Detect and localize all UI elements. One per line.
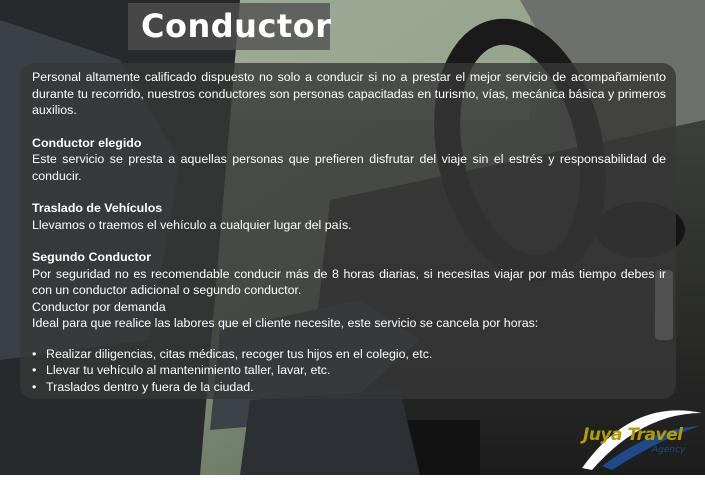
intro-paragraph: Personal altamente calificado dispuesto no solo a conducir si no a prestar el mejor servicio de acompañamiento durante tu recorrido, nuestros conductores son personas capacitadas en turismo, vías, mecánica básica y primeros auxilios. (32, 70, 666, 117)
logo-brand-text: Juya Travel (583, 425, 683, 445)
page-title: Conductor (141, 7, 332, 45)
content-text (32, 69, 666, 395)
service-bullet-list (32, 346, 666, 396)
section-body-conductor-elegido: Este servicio se presta a aquellas personas que prefieren disfrutar del viaje sin el estrés y responsabilidad de conducir. (32, 152, 666, 183)
bullet-item: • Llevar tu vehículo al mantenimiento taller, lavar, etc. (32, 362, 666, 379)
logo-tagline: Agency (652, 445, 686, 455)
section-heading-traslado-vehiculos: Traslado de Vehículos (32, 201, 163, 215)
section-body-segundo-conductor: Por seguridad no es recomendable conducir más de 8 horas diarias, si necesitas viajar por más tiempo debes ir con un conductor adicional o segundo conductor. (32, 266, 666, 297)
section-body-traslado-vehiculos: Llevamos o traemos el vehículo a cualquier lugar del país. (32, 217, 352, 232)
section-heading-segundo-conductor: Segundo Conductor (32, 250, 152, 264)
conductor-por-demanda-body: Ideal para que realice las labores que el cliente necesite, este servicio se cancela por horas: (32, 316, 539, 330)
conductor-por-demanda-label: Conductor por demanda (32, 299, 166, 314)
bullet-item: • Realizar diligencias, citas médicas, recoger tus hijos en el colegio, etc. (32, 346, 666, 363)
section-heading-conductor-elegido: Conductor elegido (32, 135, 142, 150)
bullet-item: • Traslados dentro y fuera de la ciudad. (32, 379, 666, 396)
